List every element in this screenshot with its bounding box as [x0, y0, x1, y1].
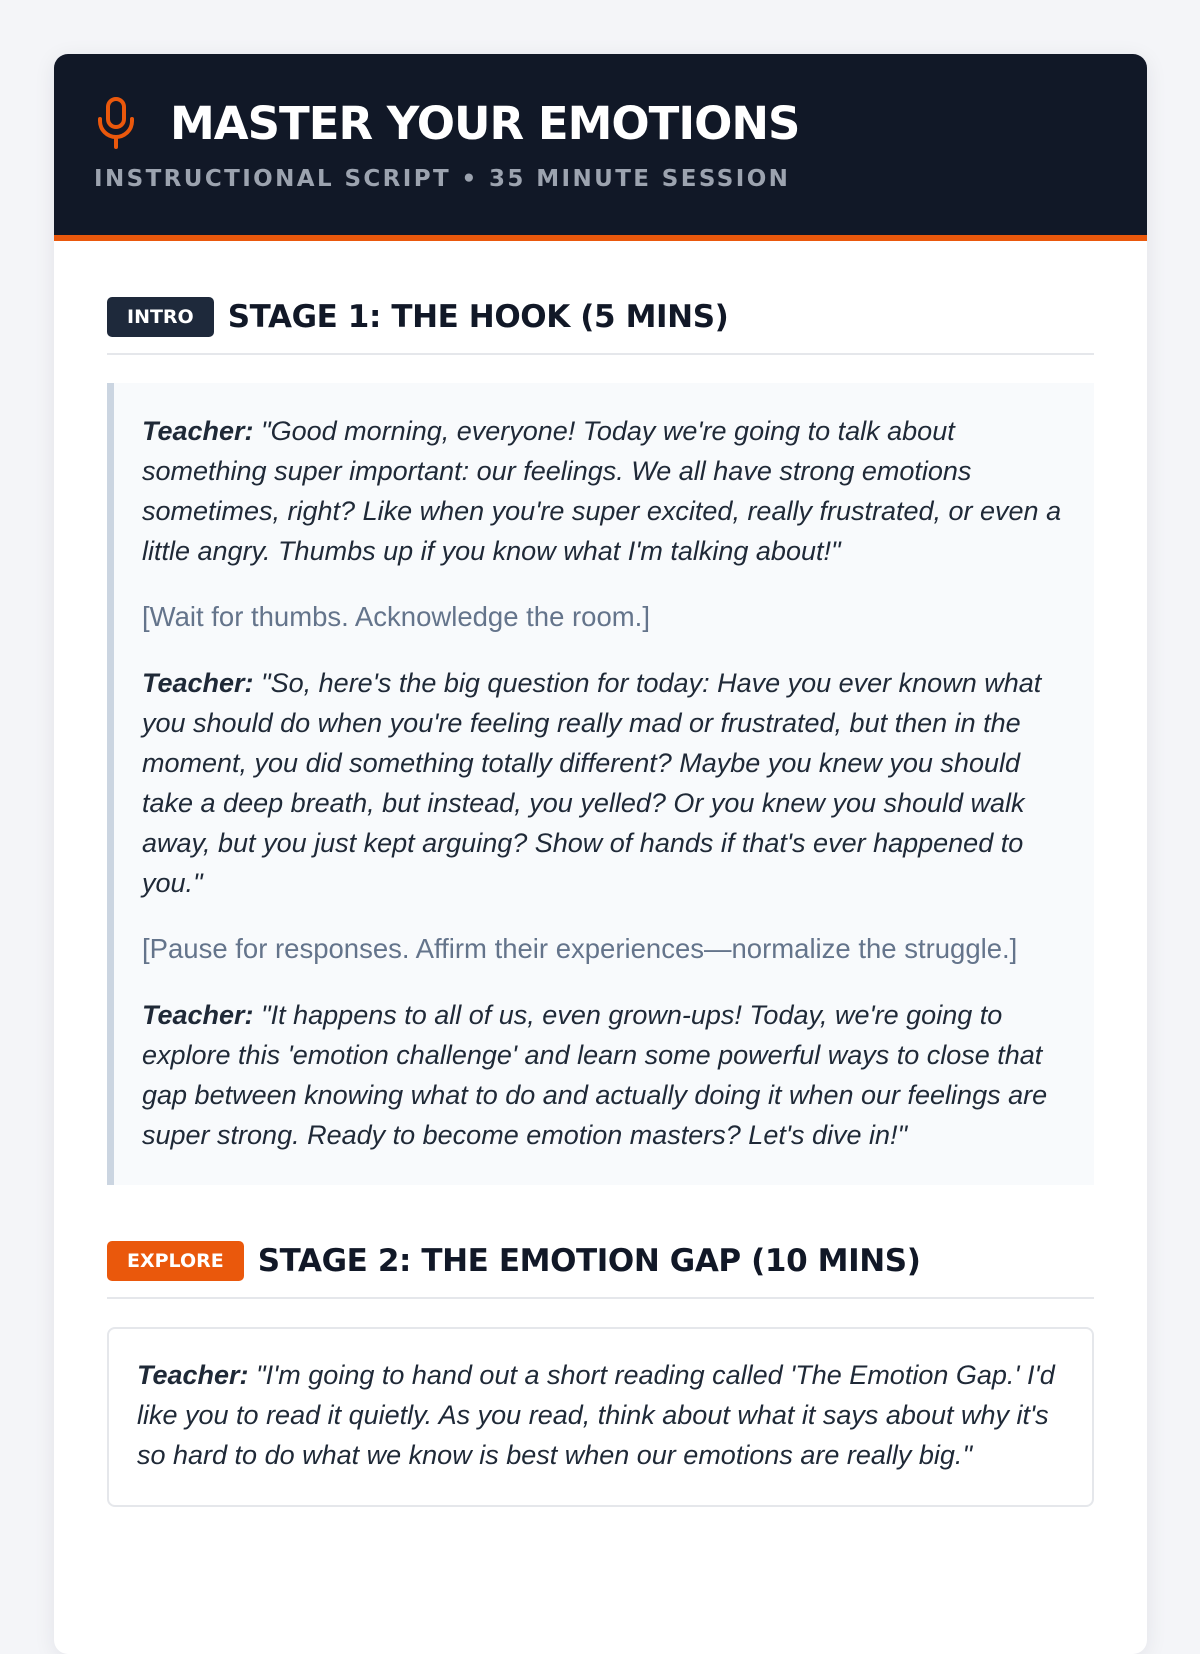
teacher-line [142, 411, 1064, 571]
speaker-label: Teacher: [142, 1000, 254, 1030]
dialogue-text: "Good morning, everyone! Today we're going to talk about something super important: our feelings. We all have strong emotions sometimes, right? Like when you're super excited, really frustrated, or even a little angry. Thumbs up if you know what I'm talking about!" [142, 416, 1062, 566]
script-card [54, 54, 1147, 1654]
teacher-line [137, 1355, 1066, 1475]
stage-1-script [107, 383, 1094, 1185]
stage-2-header [107, 1241, 1094, 1299]
script-content [54, 241, 1147, 1507]
title-row [94, 92, 1107, 154]
page-title: MASTER YOUR EMOTIONS [170, 96, 800, 150]
header-banner [54, 54, 1147, 241]
stage-1-badge: INTRO [107, 297, 214, 337]
stage-1-header [107, 297, 1094, 355]
dialogue-text: "It happens to all of us, even grown-ups! Today, we're going to explore this 'emotion challenge' and learn some powerful ways to close that gap between knowing what to do and actually doing it when our feelings are super strong. Ready to become emotion masters? Let's dive in!" [142, 1000, 1048, 1150]
stage-2-section [107, 1241, 1094, 1507]
microphone-icon [94, 95, 138, 151]
stage-2-badge: EXPLORE [107, 1241, 244, 1281]
stage-1-section [107, 297, 1094, 1185]
teacher-line [142, 663, 1064, 903]
stage-2-script [107, 1327, 1094, 1507]
teacher-line [142, 995, 1064, 1155]
dialogue-text: "So, here's the big question for today: Have you ever known what you should do when you're feeling really mad or frustrated, but then in the moment, you did something totally different? Maybe you knew you should take a deep breath, but instead, you yelled? Or you knew you should walk away, but you just kept arguing? Show of hands if that's ever happened to you." [142, 668, 1042, 898]
speaker-label: Teacher: [137, 1360, 249, 1390]
dialogue-text: "I'm going to hand out a short reading called 'The Emotion Gap.' I'd like you to read it quietly. As you read, think about what it says about why it's so hard to do what we know is best when our emotions are really big." [137, 1360, 1055, 1470]
speaker-label: Teacher: [142, 668, 254, 698]
page-subtitle: INSTRUCTIONAL SCRIPT • 35 MINUTE SESSION [94, 166, 791, 192]
stage-2-title: STAGE 2: THE EMOTION GAP (10 MINS) [257, 1243, 921, 1279]
stage-1-title: STAGE 1: THE HOOK (5 MINS) [227, 299, 729, 335]
speaker-label: Teacher: [142, 416, 254, 446]
stage-direction: [Wait for thumbs. Acknowledge the room.] [142, 601, 650, 632]
stage-direction: [Pause for responses. Affirm their experiences—normalize the struggle.] [142, 933, 1018, 964]
